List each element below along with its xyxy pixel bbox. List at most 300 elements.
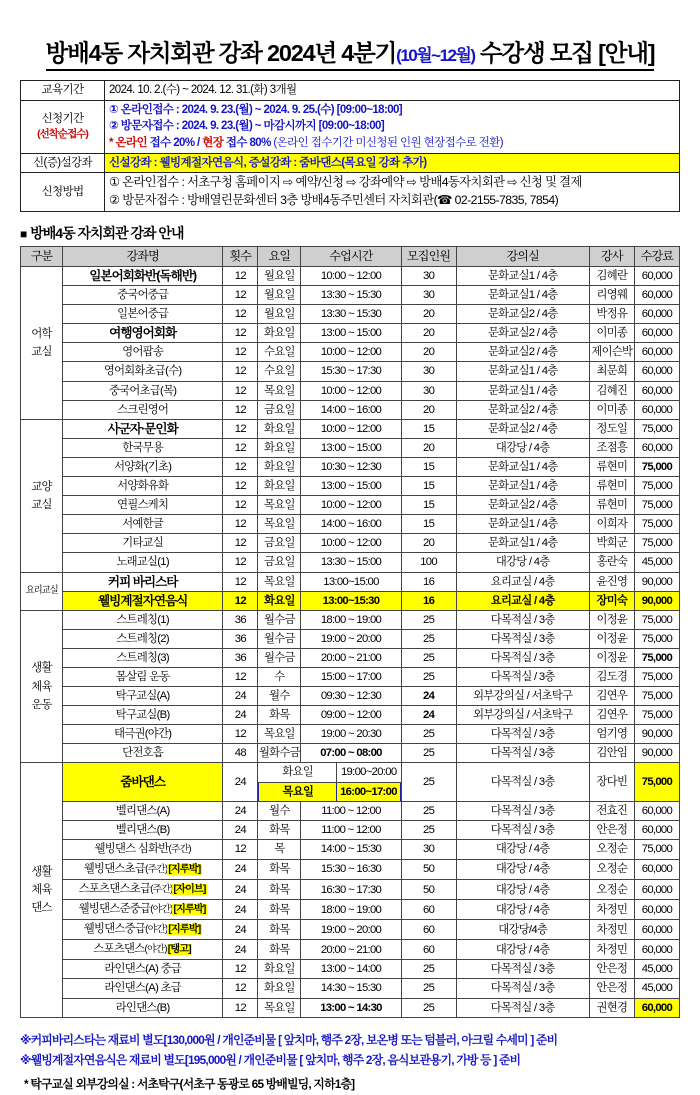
course-count-cell: 24 <box>223 940 258 960</box>
course-room-cell: 대강당 / 4층 <box>456 940 589 960</box>
course-day-cell: 월수금 <box>258 629 301 648</box>
zumba-time-cell: 19:00~20:00 <box>337 763 400 782</box>
course-time-cell: 11:00 ~ 12:00 <box>301 801 401 820</box>
course-teacher-cell: 류현미 <box>589 496 634 515</box>
course-room-cell: 대강당 / 4층 <box>456 900 589 920</box>
table-row <box>21 880 680 900</box>
course-capacity-cell: 25 <box>401 648 456 667</box>
course-capacity-cell: 20 <box>401 438 456 457</box>
course-teacher-cell: 오정순 <box>589 880 634 900</box>
table-row <box>21 534 680 553</box>
col-header-day: 요일 <box>258 247 301 267</box>
course-fee-cell: 75,000 <box>634 763 679 801</box>
course-teacher-cell: 정도일 <box>589 419 634 438</box>
course-name-cell: 스크린영어 <box>63 400 223 419</box>
course-teacher-cell: 류현미 <box>589 457 634 476</box>
course-fee-cell: 45,000 <box>634 960 679 979</box>
course-room-cell: 다목적실 / 3층 <box>456 998 589 1017</box>
course-fee-cell: 60,000 <box>634 900 679 920</box>
course-capacity-cell: 100 <box>401 553 456 572</box>
course-count-cell: 24 <box>223 900 258 920</box>
course-fee-cell: 60,000 <box>634 859 679 879</box>
title-main-before: 방배4동 자치회관 강좌 2024년 4분기 <box>45 40 397 66</box>
course-time-cell: 09:00 ~ 12:00 <box>301 706 401 725</box>
table-row <box>21 725 680 744</box>
course-room-cell: 다목적실 / 3층 <box>456 763 589 801</box>
course-room-cell: 대강당 / 4층 <box>456 880 589 900</box>
course-time-cell: 13:00~15:00 <box>301 572 401 591</box>
section-heading <box>20 223 680 243</box>
table-row <box>21 820 680 839</box>
col-header-capacity: 모집인원 <box>401 247 456 267</box>
course-teacher-cell: 이미종 <box>589 324 634 343</box>
course-capacity-cell: 25 <box>401 667 456 686</box>
course-day-cell: 수 <box>258 667 301 686</box>
course-room-cell: 대강당 / 4층 <box>456 839 589 859</box>
course-teacher-cell: 이정윤 <box>589 610 634 629</box>
course-day-cell: 화요일 <box>258 591 301 610</box>
course-day-cell: 월수 <box>258 801 301 820</box>
course-time-cell: 19:00 ~ 20:30 <box>301 725 401 744</box>
table-row <box>21 515 680 534</box>
table-row <box>21 286 680 305</box>
course-day-cell: 화목 <box>258 900 301 920</box>
course-day-cell: 목 <box>258 839 301 859</box>
course-name-cell: 스트레칭(1) <box>63 610 223 629</box>
course-day-cell: 화요일 <box>258 960 301 979</box>
course-teacher-cell: 조점흥 <box>589 438 634 457</box>
course-capacity-cell: 20 <box>401 343 456 362</box>
course-teacher-cell: 김연우 <box>589 706 634 725</box>
course-room-cell: 문화교실2 / 4층 <box>456 305 589 324</box>
course-name-cell: 태극권(야간) <box>63 725 223 744</box>
course-count-cell: 12 <box>223 343 258 362</box>
table-row <box>21 324 680 343</box>
course-capacity-cell: 16 <box>401 572 456 591</box>
course-room-cell: 다목적실 / 3층 <box>456 629 589 648</box>
course-room-cell: 문화교실1 / 4층 <box>456 267 589 286</box>
course-count-cell: 12 <box>223 477 258 496</box>
course-capacity-cell: 30 <box>401 267 456 286</box>
course-fee-cell: 60,000 <box>634 920 679 940</box>
table-row <box>21 362 680 381</box>
announcement-info-table <box>20 80 680 212</box>
course-time-cell: 10:30 ~ 12:30 <box>301 457 401 476</box>
course-capacity-cell: 15 <box>401 515 456 534</box>
course-teacher-cell: 최문희 <box>589 362 634 381</box>
course-time-cell: 11:00 ~ 12:00 <box>301 820 401 839</box>
course-fee-cell: 75,000 <box>634 687 679 706</box>
course-day-cell: 월화수금 <box>258 744 301 763</box>
course-time-cell: 16:30 ~ 17:30 <box>301 880 401 900</box>
course-count-cell: 12 <box>223 438 258 457</box>
info-row-how-to-apply <box>21 173 680 212</box>
course-name-cell: 기타교실 <box>63 534 223 553</box>
course-day-cell: 목요일 <box>258 998 301 1017</box>
course-teacher-cell: 장미숙 <box>589 591 634 610</box>
course-room-cell: 다목적실 / 3층 <box>456 648 589 667</box>
col-header-count: 횟수 <box>223 247 258 267</box>
course-teacher-cell: 류현미 <box>589 477 634 496</box>
course-teacher-cell: 리영웨 <box>589 286 634 305</box>
course-fee-cell: 90,000 <box>634 744 679 763</box>
course-room-cell: 문화교실1 / 4층 <box>456 534 589 553</box>
zumba-schedule-row <box>259 782 400 801</box>
course-count-cell: 12 <box>223 324 258 343</box>
footer-note: ※커피바리스타는 재료비 별도[130,000원 / 개인준비물 [ 앞치마, 행주 2장, 보온병 또는 텀블러, 아크릴 수세미 ] 준비 <box>20 1032 558 1047</box>
info-row-application-period <box>21 100 680 153</box>
course-day-cell: 목요일 <box>258 515 301 534</box>
course-room-cell: 문화교실2 / 4층 <box>456 324 589 343</box>
course-teacher-cell: 오정순 <box>589 839 634 859</box>
course-fee-cell: 75,000 <box>634 839 679 859</box>
course-capacity-cell: 20 <box>401 324 456 343</box>
course-teacher-cell: 김연우 <box>589 687 634 706</box>
course-count-cell: 12 <box>223 305 258 324</box>
course-count-cell: 12 <box>223 979 258 998</box>
course-fee-cell: 60,000 <box>634 381 679 400</box>
course-time-cell: 13:00~15:30 <box>301 591 401 610</box>
table-header-row <box>21 247 680 267</box>
course-name-cell: 연필스케치 <box>63 496 223 515</box>
course-count-cell: 12 <box>223 667 258 686</box>
square-bullet-icon: ■ <box>20 227 27 242</box>
course-day-cell: 화목 <box>258 880 301 900</box>
table-row <box>21 457 680 476</box>
course-teacher-cell: 차정민 <box>589 920 634 940</box>
ratio-note: (온라인 접수기간 미신청된 인원 현장접수로 전환) <box>273 137 503 150</box>
course-teacher-cell: 제이슨박 <box>589 343 634 362</box>
info-value-how-to-apply <box>105 173 680 212</box>
table-row <box>21 998 680 1017</box>
course-time-cell: 10:00 ~ 12:00 <box>301 267 401 286</box>
course-day-cell: 화요일 <box>258 324 301 343</box>
course-teacher-cell: 이정윤 <box>589 629 634 648</box>
course-capacity-cell: 15 <box>401 419 456 438</box>
application-visit-line: ② 방문자접수 : 2024. 9. 23.(월) ~ 마감시까지 [09:00~18:00] <box>109 120 385 133</box>
course-day-cell: 월요일 <box>258 286 301 305</box>
course-teacher-cell: 권현경 <box>589 998 634 1017</box>
course-fee-cell: 75,000 <box>634 629 679 648</box>
course-time-cell: 18:00 ~ 19:00 <box>301 900 401 920</box>
course-time-cell: 13:00 ~ 15:00 <box>301 477 401 496</box>
table-row <box>21 419 680 438</box>
col-header-coursename: 강좌명 <box>63 247 223 267</box>
table-row <box>21 648 680 667</box>
col-header-category: 구분 <box>21 247 63 267</box>
course-room-cell: 문화교실1 / 4층 <box>456 477 589 496</box>
course-count-cell: 12 <box>223 591 258 610</box>
course-capacity-cell: 50 <box>401 880 456 900</box>
course-fee-cell: 60,000 <box>634 438 679 457</box>
course-time-cell: 13:30 ~ 15:00 <box>301 553 401 572</box>
course-room-cell: 다목적실 / 3층 <box>456 960 589 979</box>
course-name-cell: 일본어회화반(독해반) <box>63 267 223 286</box>
course-time-cell: 10:00 ~ 12:00 <box>301 419 401 438</box>
table-row <box>21 591 680 610</box>
course-room-cell: 대강당 / 4층 <box>456 553 589 572</box>
table-row <box>21 381 680 400</box>
course-time-cell: 20:00 ~ 21:00 <box>301 940 401 960</box>
course-teacher-cell: 차정민 <box>589 940 634 960</box>
table-row <box>21 553 680 572</box>
table-row <box>21 859 680 879</box>
course-capacity-cell: 20 <box>401 534 456 553</box>
col-header-fee: 수강료 <box>634 247 679 267</box>
course-count-cell: 12 <box>223 515 258 534</box>
course-time-cell: 13:30 ~ 15:30 <box>301 305 401 324</box>
course-name-cell: 서양화유화 <box>63 477 223 496</box>
course-count-cell: 24 <box>223 706 258 725</box>
course-day-cell: 수요일 <box>258 343 301 362</box>
table-row <box>21 706 680 725</box>
table-row <box>21 667 680 686</box>
info-label-application-period <box>21 100 105 153</box>
course-count-cell: 12 <box>223 267 258 286</box>
course-room-cell: 다목적실 / 3층 <box>456 744 589 763</box>
course-name-cell: 웰빙댄스초급(주간)[지루박] <box>63 859 223 879</box>
course-room-cell: 대강당/4층 <box>456 920 589 940</box>
course-name-cell: 사군자·문인화 <box>63 419 223 438</box>
ratio-online-value: 접수 20% / <box>149 137 200 150</box>
course-teacher-cell: 전효진 <box>589 801 634 820</box>
table-row <box>21 400 680 419</box>
course-capacity-cell: 20 <box>401 305 456 324</box>
table-row <box>21 940 680 960</box>
course-time-cell: 14:00 ~ 16:00 <box>301 400 401 419</box>
course-name-cell: 영어팝송 <box>63 343 223 362</box>
course-fee-cell: 75,000 <box>634 515 679 534</box>
table-row <box>21 438 680 457</box>
course-day-cell: 수요일 <box>258 362 301 381</box>
course-capacity-cell: 20 <box>401 400 456 419</box>
how-to-apply-visit: ② 방문자접수 : 방배열린문화센터 3층 방배4동주민센터 자치회관(☎ 02-2155-7835, 7854) <box>109 193 559 208</box>
course-room-cell: 대강당 / 4층 <box>456 859 589 879</box>
course-room-cell: 문화교실2 / 4층 <box>456 419 589 438</box>
table-row <box>21 572 680 591</box>
course-room-cell: 문화교실2 / 4층 <box>456 400 589 419</box>
info-label-application-period-main: 신청기간 <box>41 112 84 125</box>
course-time-cell: 07:00 ~ 08:00 <box>301 744 401 763</box>
course-time-cell: 10:00 ~ 12:00 <box>301 343 401 362</box>
info-value-application-period <box>105 100 680 153</box>
course-day-cell: 금요일 <box>258 400 301 419</box>
course-count-cell: 36 <box>223 629 258 648</box>
page-title <box>20 0 680 80</box>
course-count-cell: 24 <box>223 820 258 839</box>
course-capacity-cell: 15 <box>401 457 456 476</box>
course-fee-cell: 60,000 <box>634 343 679 362</box>
course-day-cell: 목요일 <box>258 496 301 515</box>
course-count-cell: 12 <box>223 400 258 419</box>
course-capacity-cell: 25 <box>401 610 456 629</box>
course-fee-cell: 90,000 <box>634 591 679 610</box>
course-time-cell: 13:00 ~ 15:00 <box>301 324 401 343</box>
course-fee-cell: 60,000 <box>634 286 679 305</box>
course-count-cell: 24 <box>223 859 258 879</box>
course-teacher-cell: 엄기영 <box>589 725 634 744</box>
course-fee-cell: 45,000 <box>634 553 679 572</box>
course-name-cell: 커피 바리스타 <box>63 572 223 591</box>
course-fee-cell: 75,000 <box>634 419 679 438</box>
info-label-application-period-sub: (선착순접수) <box>37 128 88 141</box>
course-room-cell: 요리교실 / 4층 <box>456 591 589 610</box>
course-room-cell: 외부강의실 / 서초탁구 <box>456 687 589 706</box>
course-room-cell: 다목적실 / 3층 <box>456 801 589 820</box>
course-day-cell: 월수금 <box>258 648 301 667</box>
course-time-cell: 19:00 ~ 20:00 <box>301 920 401 940</box>
course-room-cell: 문화교실1 / 4층 <box>456 457 589 476</box>
course-fee-cell: 75,000 <box>634 496 679 515</box>
course-room-cell: 다목적실 / 3층 <box>456 667 589 686</box>
course-teacher-cell: 안은정 <box>589 960 634 979</box>
course-fee-cell: 75,000 <box>634 706 679 725</box>
course-count-cell: 12 <box>223 457 258 476</box>
course-count-cell: 36 <box>223 648 258 667</box>
category-cell: 요리교실 <box>21 572 63 610</box>
course-room-cell: 문화교실2 / 4층 <box>456 496 589 515</box>
footer-notes <box>20 1030 680 1095</box>
course-time-cell: 18:00 ~ 19:00 <box>301 610 401 629</box>
application-ratio-line <box>109 135 675 152</box>
course-room-cell: 외부강의실 / 서초탁구 <box>456 706 589 725</box>
course-name-cell: 영어회화초급(수) <box>63 362 223 381</box>
course-day-cell: 화요일 <box>258 457 301 476</box>
course-fee-cell: 60,000 <box>634 820 679 839</box>
table-row <box>21 920 680 940</box>
category-cell: 교양 교실 <box>21 419 63 572</box>
info-row-period <box>21 81 680 101</box>
zumba-day-cell: 목요일 <box>259 782 337 801</box>
course-count-cell: 24 <box>223 801 258 820</box>
course-name-cell: 웰빙댄스중급(야간)[지루박] <box>63 920 223 940</box>
course-count-cell: 12 <box>223 725 258 744</box>
course-fee-cell: 60,000 <box>634 940 679 960</box>
course-day-cell: 금요일 <box>258 534 301 553</box>
zumba-schedule-cell <box>258 763 401 801</box>
course-capacity-cell: 25 <box>401 629 456 648</box>
course-capacity-cell: 25 <box>401 998 456 1017</box>
table-row <box>21 687 680 706</box>
course-count-cell: 24 <box>223 920 258 940</box>
category-cell: 생활 체육 댄스 <box>21 763 63 1017</box>
course-day-cell: 화요일 <box>258 419 301 438</box>
course-capacity-cell: 25 <box>401 820 456 839</box>
course-name-cell: 라인댄스(B) <box>63 998 223 1017</box>
course-fee-cell: 60,000 <box>634 362 679 381</box>
zumba-time-cell: 16:00~17:00 <box>337 782 400 801</box>
course-capacity-cell: 25 <box>401 979 456 998</box>
course-teacher-cell: 윤진영 <box>589 572 634 591</box>
course-name-cell: 중국어초급(목) <box>63 381 223 400</box>
course-day-cell: 화요일 <box>258 438 301 457</box>
table-row <box>21 305 680 324</box>
course-name-cell: 중국어중급 <box>63 286 223 305</box>
course-day-cell: 목요일 <box>258 725 301 744</box>
info-row-new-courses <box>21 153 680 173</box>
course-time-cell: 10:00 ~ 12:00 <box>301 381 401 400</box>
title-highlight: (10월~12월) <box>396 46 475 65</box>
course-time-cell: 10:00 ~ 12:00 <box>301 496 401 515</box>
course-teacher-cell: 안은정 <box>589 979 634 998</box>
course-count-cell: 24 <box>223 763 258 801</box>
table-row <box>21 629 680 648</box>
zumba-schedule-row <box>259 763 400 782</box>
course-fee-cell: 60,000 <box>634 400 679 419</box>
course-count-cell: 12 <box>223 839 258 859</box>
info-value-period: 2024. 10. 2.(수) ~ 2024. 12. 31.(화) 3개월 <box>105 81 680 101</box>
course-room-cell: 다목적실 / 3층 <box>456 820 589 839</box>
course-teacher-cell: 박희군 <box>589 534 634 553</box>
table-row <box>21 979 680 998</box>
course-time-cell: 13:30 ~ 15:30 <box>301 286 401 305</box>
table-row <box>21 267 680 286</box>
course-capacity-cell: 60 <box>401 940 456 960</box>
course-capacity-cell: 24 <box>401 706 456 725</box>
table-row <box>21 477 680 496</box>
course-fee-cell: 60,000 <box>634 801 679 820</box>
course-capacity-cell: 16 <box>401 591 456 610</box>
course-name-cell: 한국무용 <box>63 438 223 457</box>
course-count-cell: 24 <box>223 880 258 900</box>
section-heading-text: 방배4동 자치회관 강좌 안내 <box>30 225 184 242</box>
course-day-cell: 금요일 <box>258 553 301 572</box>
course-capacity-cell: 30 <box>401 362 456 381</box>
course-teacher-cell: 장다빈 <box>589 763 634 801</box>
course-capacity-cell: 15 <box>401 477 456 496</box>
course-capacity-cell: 25 <box>401 744 456 763</box>
course-teacher-cell: 김도경 <box>589 667 634 686</box>
course-fee-cell: 45,000 <box>634 979 679 998</box>
course-day-cell: 월수 <box>258 687 301 706</box>
course-day-cell: 화목 <box>258 820 301 839</box>
course-name-cell: 라인댄스(A) 초급 <box>63 979 223 998</box>
course-teacher-cell: 김혜진 <box>589 381 634 400</box>
course-time-cell: 15:00 ~ 17:00 <box>301 667 401 686</box>
course-room-cell: 대강당 / 4층 <box>456 438 589 457</box>
page-title-text <box>46 34 655 71</box>
course-fee-cell: 60,000 <box>634 267 679 286</box>
table-row <box>21 343 680 362</box>
course-name-cell: 줌바댄스 <box>63 763 223 801</box>
course-table-body <box>21 267 680 1018</box>
course-day-cell: 월요일 <box>258 267 301 286</box>
course-day-cell: 월수금 <box>258 610 301 629</box>
course-time-cell: 15:30 ~ 16:30 <box>301 859 401 879</box>
course-teacher-cell: 박정유 <box>589 305 634 324</box>
course-fee-cell: 75,000 <box>634 648 679 667</box>
course-capacity-cell: 15 <box>401 496 456 515</box>
how-to-apply-online: ① 온라인접수 : 서초구청 홈페이지 ⇨ 예약/신청 ⇨ 강좌예약 ⇨ 방배4동자치회관 ⇨ 신청 및 결제 <box>109 175 582 190</box>
course-time-cell: 14:30 ~ 15:30 <box>301 979 401 998</box>
table-row <box>21 960 680 979</box>
course-capacity-cell: 30 <box>401 839 456 859</box>
col-header-time: 수업시간 <box>301 247 401 267</box>
course-count-cell: 12 <box>223 553 258 572</box>
course-fee-cell: 75,000 <box>634 534 679 553</box>
course-time-cell: 09:30 ~ 12:30 <box>301 687 401 706</box>
course-list-table <box>20 246 680 1018</box>
course-count-cell: 12 <box>223 362 258 381</box>
course-room-cell: 문화교실1 / 4층 <box>456 362 589 381</box>
course-name-cell: 스포츠댄스초급(주간)[자이브] <box>63 880 223 900</box>
application-online-line: ① 온라인접수 : 2024. 9. 23.(월) ~ 2024. 9. 25.(수) [09:00~18:00] <box>109 103 403 116</box>
course-name-cell: 웰빙댄스 심화반(주간) <box>63 839 223 859</box>
course-name-cell: 여행영어회화 <box>63 324 223 343</box>
course-capacity-cell: 60 <box>401 900 456 920</box>
course-fee-cell: 60,000 <box>634 998 679 1017</box>
course-time-cell: 13:00 ~ 15:00 <box>301 438 401 457</box>
